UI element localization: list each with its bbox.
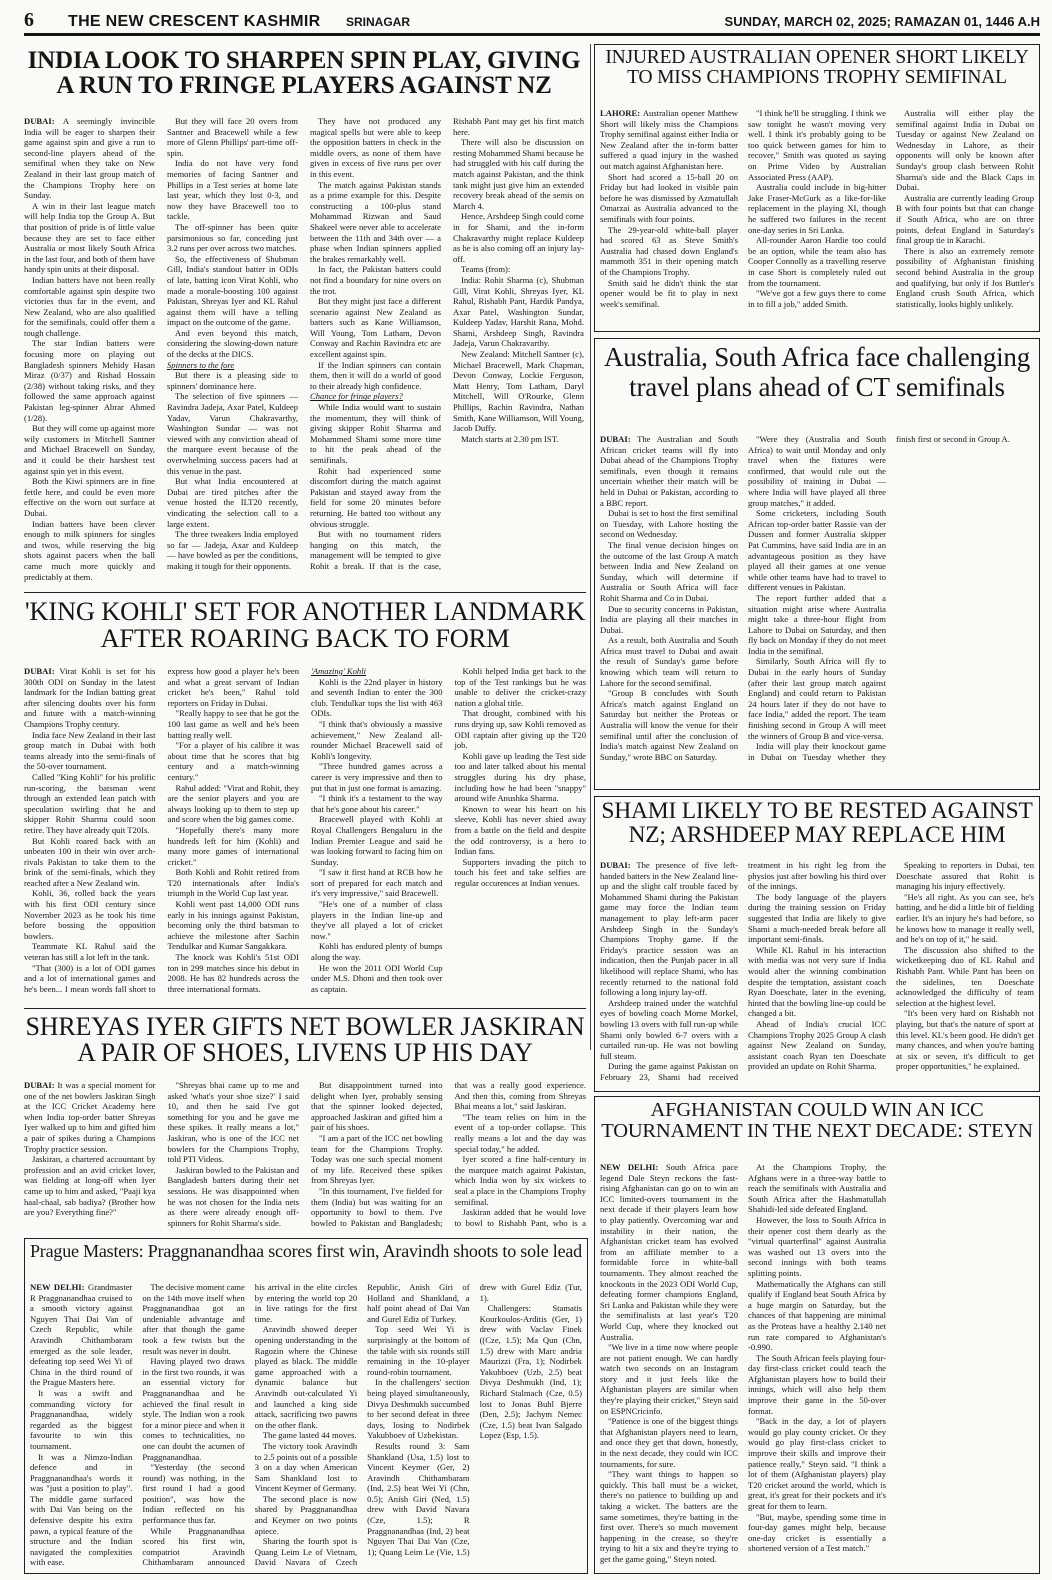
article-paragraph: The discussion also shifted to the wicketkeeping duo of KL Rahul and Rishabh Pant. While Pant has been on the sidelines, ten Doeschate acknowledged the difficulty of team selection at the highest level. — [896, 944, 1034, 1008]
article-headline: Australia, South Africa face challenging travel plans ahead of CT semifinals — [603, 342, 1031, 403]
article-paragraph: Teammate KL Rahul said the veteran has still a lot left in the tank. — [24, 941, 156, 963]
dateline: DUBAI: — [600, 860, 637, 870]
article-paragraph: But there is a pleasing side to spinners' dominance here. — [167, 370, 298, 391]
article-paragraph: "He's all right. As you can see, he's batting, and he did a little bit of fielding earlier. It's an injury he's had before, so he knows how to manage it really well, and he's on top of it," he said. — [896, 891, 1034, 945]
article-paragraph: DUBAI: Virat Kohli is set for his 300th ODI on Sunday in the latest landmark for the Indian batting great after silencing doubts over his form and future with a match-winning Champions Trophy century. — [24, 666, 156, 729]
article-paragraph: During the game against Pakistan on February 23, Shami had received treatment in his right leg from the physios just after bowling his third over of the innings. — [600, 860, 886, 1082]
dateline: DUBAI: — [24, 666, 60, 676]
article-paragraph: "It's been very hard on Rishabh not playing, but that's the nature of sport at this level. KL's been good. He didn't get many chances, and when you're batting at six or seven, it's difficult to get proper opportunities," he explained. — [896, 1008, 1034, 1072]
dateline: NEW DELHI: — [600, 1162, 666, 1172]
article-paragraph: While KL Rahul in his interaction with media was not very sure if India would alter the winning combination despite the temptation, assistant coach Ryan Doeschate, later in the evening, hinted that the bowling line-up could be changed a bit. — [748, 944, 886, 1019]
article-paragraph: Spinners to the fore — [167, 359, 235, 370]
article-paragraph: The decisive moment came on the 14th move itself when Praggnanandhaa got an undeniable advantage and after that though the game took a few twists but the result was never in doubt. — [142, 1282, 245, 1356]
article-body — [30, 1282, 582, 1570]
article-paragraph: Kohli is the 22nd player in history and seventh Indian to enter the 300 club. Tendulkar tops the list with 463 ODIs. — [311, 676, 443, 719]
article-paragraph: "He's one of a number of class players in the Indian line-up and they've all played a lot of cricket now." — [311, 899, 443, 941]
article-paragraph: There is also an extremely remote possibility of Afghanistan finishing second behind Australia in the group and qualifying, but only if Jos Buttler's England crush South Africa, which statistically, looks highly unlikely. — [896, 245, 1034, 309]
article-paragraph: India do not have very fond memories of facing Santner and Phillips in a Test series at home late last year, which they lost 0-3, and now they have Bracewell too to tackle. — [167, 158, 298, 222]
section-rule — [24, 592, 586, 593]
article-paragraph: But with no tournament riders hanging on this match, the management will be tempted to give Rohit a break. If that is the case, Rishabh Pant may get his first match here. — [310, 116, 584, 571]
article-paragraph: Known to wear his heart on his sleeve, Kohli has never shied away from a battle on the field and despite the odd controversy, is a hero to Indian fans. — [454, 803, 586, 857]
article-paragraph: NEW DELHI: South Africa pace legend Dale Steyn reckons the fast-rising Afghanistan can go on to win an ICC limited-overs tournament in the next decade if their players learn how to play patiently. Overcoming war and instability in their nation, the Afghanistan cricket team has evolved from an affiliate member to a formidable force in white-ball tournaments. They almost reached the knockouts in the 2023 ODI World Cup, defeating former champions England, Sri Lanka and Pakistan while they were the semifinalists at last year's T20 World Cup, where they knocked out Australia. — [600, 1162, 738, 1342]
article-paragraph: Chance for fringe players? — [310, 391, 403, 402]
article-paragraph: "That (300) is a lot of ODI games and a lot of international games and he's been... I mean words fall short to express how good a player he's been and what a great servant of Indian cricket he's been," Rahul told reporters on Friday in Dubai. — [24, 666, 299, 994]
article-paragraph: All-rounder Aaron Hardie too could be an option, while the team also has Cooper Connolly as a travelling reserve in case Short is completely ruled out from the tournament. — [748, 235, 886, 288]
article-paragraph: But they will come up against more wily customers in Mitchell Santner and Michael Bracewell on Sunday, and it could be their harshest test against spin yet in this event. — [24, 423, 155, 476]
article-paragraph: Match starts at 2.30 pm IST. — [461, 433, 559, 444]
article-body — [24, 1080, 586, 1232]
article-paragraph: Some cricketers, including South African top-order batter Rassie van der Dussen and former Australia skipper Pat Cummins, have said India are in an advantageous position as they have played all their games at one venue while other teams have had to travel to different venues in Pakistan. — [748, 508, 886, 593]
article-paragraph: The match against Pakistan stands as a prime example for this. Despite constructing a 100-plus stand Mohammad Rizwan and Saud Shakeel were never able to accelerate between the 11th and 34th over — a phase when Indian spinners applied the brakes remarkably well. — [310, 179, 441, 264]
article-paragraph: "We live in a time now where people are not patient enough. We can hardly watch two seconds on an Instagram story and it just feels like the Afghanistan players are similar when they're playing their cricket," Steyn said on ESPNCricinfo. — [600, 1342, 738, 1416]
article-paragraph: Having played two draws in the first two rounds, it was an essential victory for Praggnanandhaa and he achieved the final result in style. The Indian won a rook for a minor piece and when it comes to technicalities, no one can doubt the acumen of Praggnanandhaa. — [142, 1356, 245, 1462]
article-body — [600, 860, 1034, 1088]
article-paragraph: DUBAI: A seemingly invincible India will be eager to sharpen their game against spin and give a run to second-line players ahead of the semifinal when they take on New Zealand in their last group match of the Champions Trophy here on Sunday. — [24, 116, 155, 201]
article-paragraph: Hence, Arshdeep Singh could come in for Shami, and the in-form Chakravarthy might replace Kuldeep as he is also coming off an injury lay-off. — [453, 211, 584, 264]
article-paragraph: India: Rohit Sharma (c), Shubman Gill, Virat Kohli, Shreyas Iyer, KL Rahul, Rishabh Pant, Hardik Pandya, Axar Patel, Washington Sundar, Kuldeep Yadav, Harshit Rana, Mohd. Shami, Arshdeep Singh, Ravindra Jadeja, Varun Chakravarthy. — [453, 274, 584, 349]
article-paragraph: The South African feels playing four-day first-class cricket could teach the Afghanistan players how to build their innings, which will also help them improve their game in the 50-over format. — [748, 1352, 886, 1416]
article-paragraph: Jaskiran bowled to the Pakistan and Bangladesh batters during their net sessions. He was disappointed when he was not chosen for the India nets as there were already enough off-spinners for Rohit Sharma's side. — [167, 1164, 299, 1228]
article-headline: INDIA LOOK TO SHARPEN SPIN PLAY, GIVING A RUN TO FRINGE PLAYERS AGAINST NZ — [27, 48, 581, 99]
article-paragraph: "I think he'll be struggling. I think we saw tonight he wasn't moving very well. I think it's probably going to be too quick between games for him to recover," Smith was quoted as saying on Prime Video by Australian Associated Press (AAP). — [748, 108, 886, 182]
article-body — [600, 1162, 1034, 1570]
article-paragraph: Top seed Wei Yi is surprisingly at the bottom of the table with six rounds still remaining in the 10-player round-robin tournament. — [367, 1324, 470, 1377]
article-paragraph: Ahead of India's crucial ICC Champions Trophy 2025 Group A clash against New Zealand on Sunday, assistant coach Ryan ten Doeschate provided an update on Rohit Sharma. — [748, 1018, 886, 1072]
article-paragraph: Dubai is set to host the first semifinal on Tuesday, with Lahore hosting the second on Wednesday. — [600, 508, 738, 540]
article-headline: SHREYAS IYER GIFTS NET BOWLER JASKIRAN A PAIR OF SHOES, LIVENS UP HIS DAY — [25, 1014, 585, 1067]
article-paragraph: "Patience is one of the biggest things that Afghanistan players need to learn, and once they get that down, honestly, in the next decade, they could win ICC tournaments, for sure. — [600, 1416, 738, 1469]
article-paragraph: Speaking to reporters in Dubai, ten Doeschate assured that Rohit is managing his injury effectively. — [896, 860, 1034, 892]
article-paragraph: Smith said he didn't think the star opener would be fit to play in next week's semifinal. — [600, 277, 738, 309]
article-paragraph: Rahul added: "Virat and Rohit, they are the senior players and you are always looking up to them to step up and score when the big games come. — [167, 782, 299, 825]
article-paragraph: The 29-year-old white-ball player had scored 63 as Steve Smith's Australia had chased down England's mammoth 351 in their opening match of the Champions Trophy. — [600, 224, 738, 277]
article-paragraph: Arshdeep trained under the watchful eyes of bowling coach Morne Morkel, bowling 13 overs with full run-up while Shami only bowled 6-7 overs with a curtailed run-up. He was not bowling full steam. — [600, 997, 738, 1061]
article-paragraph: "The team relies on him in the event of a top-order collapse. This really means a lot and the day was special today," he added. — [454, 1111, 586, 1154]
article-paragraph: In the challengers' section being played simultaneously, Divya Deshmukh succumbed to her second defeat in three days, losing to Nodirbek Yakubboev of Uzbekistan. — [367, 1377, 470, 1441]
article-body — [600, 434, 1034, 772]
article-paragraph: The knock was Kohli's 51st ODI ton in 299 matches since his debut in 2008. He has 82 hundreds across the three international formats. — [167, 952, 299, 994]
dateline: LAHORE: — [600, 108, 643, 118]
article-headline: AFGHANISTAN COULD WIN AN ICC TOURNAMENT IN THE NEXT DECADE: STEYN — [601, 1100, 1033, 1142]
article-paragraph: So, the effectiveness of Shubman Gill, India's standout batter in ODIs of late, batting icon Virat Kohli, who made a morale-boosting 100 against Pakistan, Shreyas Iyer and KL Rahul against them will have a telling impact on the outcome of the game. — [167, 253, 298, 328]
article-paragraph: And even beyond this match, considering the slowing-down nature of the decks at the DICS. — [167, 327, 298, 360]
article-paragraph: The off-spinner has been quite parsimonious so far, conceding just 3.2 runs per over across two matches. — [167, 221, 298, 254]
article-paragraph: Both the Kiwi spinners are in fine fettle here, and could be even more effective on the worn out surface at Dubai. — [24, 476, 155, 518]
article-body — [600, 108, 1034, 328]
dateline: DUBAI: — [24, 116, 63, 126]
article-paragraph: New Zealand: Mitchell Santner (c), Michael Bracewell, Mark Chapman, Devon Conway, Lockie Ferguson, Matt Henry, Tom Latham, Daryl Mitchell, Will O'Rourke, Glenn Phillips, Rachin Ravindra, Nathan Smith, Kane Williamson, Will Young, Jacob Duffy. — [453, 349, 584, 434]
article-paragraph: They have not produced any magical spells but were able to keep the opposition batters in check in the middle overs, as none of them have given in excess of five runs per over in this event. — [310, 116, 441, 179]
article-paragraph: "For a player of his calibre it was about time that he scores that big century and a match-winning century." — [167, 740, 299, 782]
article-headline: 'KING KOHLI' SET FOR ANOTHER LANDMARK AFTER ROARING BACK TO FORM — [24, 598, 586, 653]
paper-name: THE NEW CRESCENT KASHMIR — [68, 13, 321, 30]
article-paragraph: "Yesterday (the second round) was nothing, in the first round I had a good position", was how the Indian reflected on his performance thus far. — [142, 1462, 245, 1526]
dateline: NEW DELHI: — [30, 1282, 88, 1292]
article-paragraph: Sharing the fourth spot is Quang Leim Le of Vietnam, David Navara of Czech Republic, Anish Giri of Holland and Shankland, a half point ahead of Dai Van and Gurel Ediz of Turkey. — [254, 1282, 470, 1568]
article-paragraph: Kohli gave up leading the Test side too and later talked about his mental struggles during his dry phase, including how he had been "snappy" around wife Anushka Sharma. — [454, 750, 586, 804]
article-paragraph: The second place is now shared by Praggnanandhaa and Keymer on two points apiece. — [254, 1493, 358, 1536]
article-paragraph: Bracewell played with Kohli at Royal Challengers Bengaluru in the Indian Premier League and said he was looking forward to facing him on Sunday. — [311, 814, 443, 867]
article-paragraph: However, the loss to South Africa in their opener cost them dearly as the "virtual quarterfinal" against Australia was washed out 13 overs into the second innings with both teams splitting points. — [748, 1214, 886, 1278]
article-body — [24, 116, 584, 586]
article-paragraph: But disappointment turned into delight when Iyer, probably sensing that the spinner looked dejected, approached Jaskiran and gifted him a pair of his shoes. — [311, 1080, 443, 1133]
article-paragraph: "Were they (Australia and South Africa) to wait until Monday and only travel when the fixtures were confirmed, that would rule out the possibility of training in Dubai — where India will have played all three group matches," it added. — [748, 434, 886, 508]
article-paragraph: Similarly, South Africa will fly to Dubai in the early hours of Sunday (after their last group match against England) and could return to Pakistan 24 hours later if they do not have to face India," added the report. The team finishing second in Group A will meet the winners of Group B and vice-versa. — [748, 656, 886, 741]
article-paragraph: "Shreyas bhai came up to me and asked 'what's your shoe size?' I said 10, and then he said I've got something for you and he gave me these spikes. It really means a lot," Jaskiran, who is one of the ICC net bowlers for the Champions Trophy, told PTI Videos. — [167, 1080, 299, 1165]
article-paragraph: 'Amazing' Kohli — [311, 666, 367, 676]
article-paragraph: He won the 2011 ODI World Cup under M.S. Dhoni and then took over as captain. — [311, 962, 443, 994]
article-body — [24, 666, 586, 1002]
article-paragraph: It was a Nimzo-Indian defence and in Praggnanandhaa's words it was "just a position to play". The middle game surfaced with Dai Van being on the defensive despite his extra pawn, a typical feature of the structure and the Indian navigated the complexities with ease. — [30, 1451, 133, 1568]
article-headline: Prague Masters: Praggnanandhaa scores first win, Aravindh shoots to sole lead — [30, 1242, 582, 1261]
article-paragraph: The body language of the players during the training session on Friday suggested that India are likely to give Shami a much-needed break before all important semi-finals. — [748, 891, 886, 945]
article-paragraph: DUBAI: It was a special moment for one of the net bowlers Jaskiran Singh at the ICC Cricket Academy here when India top-order batter Shreyas Iyer walked up to him and gifted him a pair of spikes during a Champions Trophy practice session. — [24, 1080, 156, 1154]
article-paragraph: "Group B concludes with South Africa's match against England on Saturday but neither the Proteas or Australia will know the venue for their semifinal until after the conclusion of India's match against New Zealand on Sunday," wrote BBC on Saturday. — [600, 688, 738, 762]
article-paragraph: "We've got a few guys there to come in to fill a job," added Smith. — [748, 288, 886, 309]
article-paragraph: "I think that's obviously a massive achievement," New Zealand all-rounder Michael Bracewell said of Kohli's longevity. — [311, 718, 443, 761]
issue-date: SUNDAY, MARCH 02, 2025; RAMAZAN 01, 1446 A.H — [724, 14, 1040, 29]
city-label: SRINAGAR — [346, 15, 411, 29]
article-paragraph: The final venue decision hinges on the outcome of the last Group A match between India and New Zealand on Sunday, which will determine if Australia or South Africa will face Rohit Sharma and Co in Dubai. — [600, 539, 738, 603]
article-paragraph: "Really happy to see that he got the 100 last game as well and he's been batting really well. — [167, 708, 299, 740]
article-paragraph: A win in their last league match will help India top the Group A. But that position of pride is of little value because they are set to face either Australia or most likely South Africa in the last four, and both of them have handy spin units at their disposal. — [24, 200, 155, 275]
article-paragraph: Short had scored a 15-ball 20 on Friday but had looked in visible pain before he was dismissed by Azmatullah Omarzai as Australia advanced to the semifinals with four points. — [600, 171, 738, 224]
article-paragraph: Rohit had experienced some discomfort during the match against Pakistan and stayed away from the field for some 20 minutes before returning. He batted too without any obvious struggle. — [310, 465, 441, 529]
article-headline: SHAMI LIKELY TO BE RESTED AGAINST NZ; ARSHDEEP MAY REPLACE HIM — [601, 800, 1033, 848]
article-paragraph: Supporters invading the pitch to touch his feet and take selfies are regular occurences at Indian venues. — [454, 856, 586, 888]
article-paragraph: "I think it's a testament to the way that he's gone about his career." — [311, 793, 443, 814]
article-paragraph: In fact, the Pakistan batters could not find a boundary for nine overs on the trot. — [310, 264, 441, 296]
article-paragraph: Australia could include in big-hitter Jake Fraser-McGurk as a like-for-like replacement in the playing XI, though he suffered two failures in the recent one-day series in Sri Lanka. — [748, 182, 886, 235]
article-paragraph: The report further added that a situation might arise where Australia might take a three-hour flight from Lahore to Dubai on Saturday, and then fly back on Monday if they do not meet India in the semifinal. — [748, 592, 886, 656]
article-paragraph: NEW DELHI: Grandmaster R Praggnanandhaa cruised to a smooth victory against Nguyen Thai Dai Van of Czech Republic, while Aravindh Chithambaram emerged as the sole leader, defeating top seed Wei Yi of China in the third round of the Prague Masters here. — [30, 1282, 133, 1388]
page-number: 6 — [24, 9, 34, 31]
article-paragraph: Australia will either play the semifinal against India in Dubai on Tuesday or against New Zealand on Wednesday in Lahore, as their opponents will only be known after Sunday's group clash between Rohit Sharma's side and the Black Caps in Dubai. — [896, 108, 1034, 193]
article-paragraph: Aravindh showed deeper opening understanding in the Ragozin where the Chinese played as black. The middle game approached with a dynamic balance but Aravindh out-calculated Yi and launched a king side attack, sacrificing two pawns on the other flank. — [254, 1324, 358, 1430]
article-paragraph: "In this tournament, I've fielded for them (India) but was waiting for an opportunity to bowl to them. I've bowled to Pakistan and Bangladesh; that was a really good experience. And then this, coming from Shreyas Bhai means a lot," said Jaskiran. — [311, 1080, 586, 1228]
article-paragraph: There will also be discussion on resting Mohammed Shami because he had struggled with his calf during the match against Pakistan, and the think tank might just give him an extended recovery break ahead of the semis on March 4. — [453, 137, 584, 211]
article-paragraph: Both Kohli and Rohit retired from T20 internationals after India's triumph in the World Cup last year. — [167, 867, 299, 899]
article-paragraph: Kohli, 36, rolled back the years with his first ODI century since November 2023 as he took his time before bossing the opposition bowlers. — [24, 888, 156, 941]
article-paragraph: But they might just face a different scenario against New Zealand as batters such as Kane Williamson, Will Young, Tom Latham, Devon Conway and Rachin Ravindra etc are excellent against spin. — [310, 296, 441, 360]
article-paragraph: "Hopefully there's many more hundreds left for him (Kohli) and many more games of international cricket." — [167, 824, 299, 867]
column-divider — [590, 44, 591, 1050]
dateline: DUBAI: — [600, 434, 638, 444]
article-paragraph: The star Indian batters were focusing more on playing out Bangladesh spinners Mehidy Hasan Miraz (0/37) and Rishad Hossain (2/38) without taking risks, and they followed the same approach against Pakistan leg-spinner Abrar Ahmed (1/28). — [24, 338, 155, 423]
article-paragraph: "They want things to happen so quickly. This ball must be a wicket, there's no patience to building up and taking a wicket. The batters are the same sometimes, they're batting in the first over. There's so much movement happening in the crease, so they're trying to hit a six and they're trying to get the game going," Steyn noted. — [600, 1469, 738, 1564]
article-headline: INJURED AUSTRALIAN OPENER SHORT LIKELY TO MISS CHAMPIONS TROPHY SEMIFINAL — [605, 48, 1029, 88]
masthead — [24, 8, 1040, 36]
article-paragraph: At the Champions Trophy, the Afghans were in a three-way battle to reach the semifinals with Australia and South Africa after the Hashmatullah Shahidi-led side defeated England. — [748, 1162, 886, 1215]
article-paragraph: Jaskiran, a chartered accountant by profession and an avid cricket lover, was fielding at long-off when Iyer came up to him and asked, "Paaji kya haal-chaal, sab badiya? (Brother how are you? Everything fine?" — [24, 1154, 156, 1218]
article-paragraph: Indian batters have not been really comfortable against spin despite two victories thus far in the event, and New Zealand, who are also qualified for the semifinals, could offer them a tough challenge. — [24, 274, 155, 338]
article-paragraph: "But, maybe, spending some time in four-day games might help, because one-day cricket is essentially a shortened version of a Test match." — [748, 1511, 886, 1554]
article-paragraph: The selection of five spinners — Ravindra Jadeja, Axar Patel, Kuldeep Yadav, Varun Chakravarthy, Washington Sundar — was not viewed with any conviction ahead of the marquee event because of the overwhelming success pacers had at this venue in the past. — [167, 391, 298, 476]
article-paragraph: DUBAI: The presence of five left-handed batters in the New Zealand line-up and the slight calf trouble faced by Mohammed Shami during the Pakistan game may force the Indian team management to play left-arm pacer Arshdeep Singh in the Sunday's Champions Trophy game. If the Friday's practice session was an indication, then the Punjab pacer in all likelihood will replace Shami, who has recently returned to the national fold following a long injury lay-off. — [600, 860, 738, 998]
article-paragraph: It was a swift and commanding victory for Praggnanandhaa, widely regarded as the biggest favourite to win this tournament. — [30, 1387, 133, 1451]
article-paragraph: But what India encountered at Dubai are tired pitches after the venue hosted the ILT20 recently, vindicating the selection call to a large extent. — [167, 476, 298, 529]
article-paragraph: DUBAI: The Australian and South African cricket teams will fly into Dubai ahead of the Champions Trophy semifinals, even though it remains uncertain whether their match will be held in Dubai or Pakistan, according to a BBC report. — [600, 434, 738, 508]
article-paragraph: India will play their knockout game in Dubai on Tuesday whether they finish first or second in Group A. — [748, 434, 1010, 762]
article-paragraph: Teams (from): — [461, 264, 511, 275]
article-paragraph: While Praggnanandhaa scored his first win, compatriot Aravindh Chithambaram announced his arrival in the elite circles by entering the world top 20 in live ratings for the first time. — [142, 1282, 358, 1568]
article-paragraph: The victory took Aravindh to 2.5 points out of a possible 3 on a day when American Sam Shankland lost to Vincent Keymer of Germany. — [254, 1440, 358, 1494]
article-paragraph: Due to security concerns in Pakistan, India are playing all their matches in Dubai. — [600, 603, 738, 635]
article-paragraph: But Kohli roared back with an unbeaten 100 in their win over arch-rivals Pakistan to take them to the brink of the semi-finals, which they reached after a New Zealand win. — [24, 835, 156, 888]
article-paragraph: Indian batters have been clever enough to milk spinners for singles and twos, while reserving the big shots against pacers when the ball came much more quickly and predictably at them. — [24, 518, 155, 582]
article-paragraph: As a result, both Australia and South Africa must travel to Dubai and await the result of Sunday's game before knowing which team will return to Lahore for the second semifinal. — [600, 635, 738, 688]
article-paragraph: Mathematically the Afghans can still qualify if England beat South Africa by a huge margin on Saturday, but the chances of that happening are minimal as the Proteas have a healthy 2.140 net run rate compared to Afghanistan's -0.990. — [748, 1278, 886, 1353]
article-paragraph: That drought, combined with his runs drying up, saw Kohli removed as ODI captain after giving up the T20 job. — [454, 708, 586, 751]
article-paragraph: Kohli helped India get back to the top of the Test rankings but he was unable to deliver the cricket-crazy nation a global title. — [454, 666, 586, 708]
article-paragraph: Kohli has endured plenty of bumps along the way. — [311, 941, 443, 963]
article-paragraph: "I am a part of the ICC net bowling team for the Champions Trophy. Today was one such special moment of my life. Received these spikes from Shreyas Iyer. — [311, 1132, 443, 1186]
article-paragraph: "Three hundred games across a career is very impressive and then to put that in just one format is amazing. — [311, 761, 443, 793]
article-paragraph: Challengers: Stamatis Kourkoulos-Arditis (Ger, 1) drew with Vaclav Finek ((Cze, 1.5); Ma Qun (Chn, 1.5) drew with Marc andria Maurizzi (Fra, 1); Nodirbek Yakubboev (Uzb, 2.5) beat Divya Deshmukh (Ind, 1); Richard Stalmach (Cze, 0.5) lost to Jonas Buhl Bjerre (Den, 2.5); Jachym Nemec (Cze, 1.5) beat Ivan Salgado Lopez (Esp, 1.5). — [479, 1303, 582, 1441]
article-paragraph: Australia are currently leading Group B with four points but that can change if South Africa, who are on three points, defeat England in Saturday's final group tie in Karachi. — [896, 192, 1034, 246]
article-paragraph: Kohli went past 14,000 ODI runs early in his innings against Pakistan, becoming only the third batsman to achieve the milestone after Sachin Tendulkar and Kumar Sangakkara. — [167, 899, 299, 952]
article-paragraph: LAHORE: Australian opener Matthew Short will likely miss the Champions Trophy semifinal against either India or New Zealand after the in-form batter suffered a quad injury in the washed out match against Afghanistan here. — [600, 108, 738, 171]
article-paragraph: "Back in the day, a lot of players would go play county cricket. Or they would go play first-class cricket to improve their skills and improve their patience really," Steyn said. "I think a lot of them (Afghanistan players) play T20 cricket around the world, which is great, it's great for their pockets and it's great for them to learn. — [748, 1416, 886, 1511]
article-paragraph: India face New Zealand in their last group match in Dubai with both teams already into the semi-finals of the 50-over tournament. — [24, 729, 156, 772]
article-paragraph: Called "King Kohli" for his prolific run-scoring, the batsman went through an extended lean patch with speculation swirling that he and skipper Rohit Sharma could soon retire. They have already quit T20Is. — [24, 771, 156, 835]
article-paragraph: Iyer scored a fine half-century in the marquee match against Pakistan, which India won by six wickets to seal a place in the Champions Trophy semifinal. — [454, 1154, 586, 1207]
dateline: DUBAI: — [24, 1080, 58, 1090]
article-paragraph: If the Indian spinners can contain them, then it will do a world of good to their already high confidence. — [310, 359, 441, 391]
article-paragraph: Jaskiran added that he would love to bowl to Rishabh Pant, who is a — [454, 1207, 586, 1228]
article-paragraph: The game lasted 44 moves. — [262, 1430, 357, 1441]
article-paragraph: The three tweakers India employed so far — Jadeja, Axar and Kuldeep — have bowled as per the conditions, making it tough for their opponents. — [167, 529, 298, 571]
article-paragraph: Results round 3: Sam Shankland (Usa, 1.5) lost to Vincent Keymer (Ger, 2) Aravindh Chithambaram (Ind, 2.5) beat Wei Yi (Chn, 0.5); Anish Giri (Ned, 1.5) drew with David Navara (Cze, 1.5); R Praggnanandhaa (Ind, 2) beat Nguyen Thai Dai Van (Cze, 1); Quang Leim Le (Vie, 1.5) drew with Gurel Ediz (Tur, 1). — [367, 1282, 582, 1557]
section-rule — [24, 1008, 586, 1009]
article-paragraph: "I saw it first hand at RCB how he sort of prepared for each match and it's very impressive," said Bracewell. — [311, 867, 443, 899]
article-paragraph: But they will face 20 overs from Santner and Bracewell while a few more of Glenn Phillips' part-time off-spin. — [167, 116, 298, 158]
article-paragraph: While India would want to sustain the momentum, they will think of giving skipper Rohit Sharma and Mohammed Shami some more time to hit the peak ahead of the semifinals. — [310, 402, 441, 465]
